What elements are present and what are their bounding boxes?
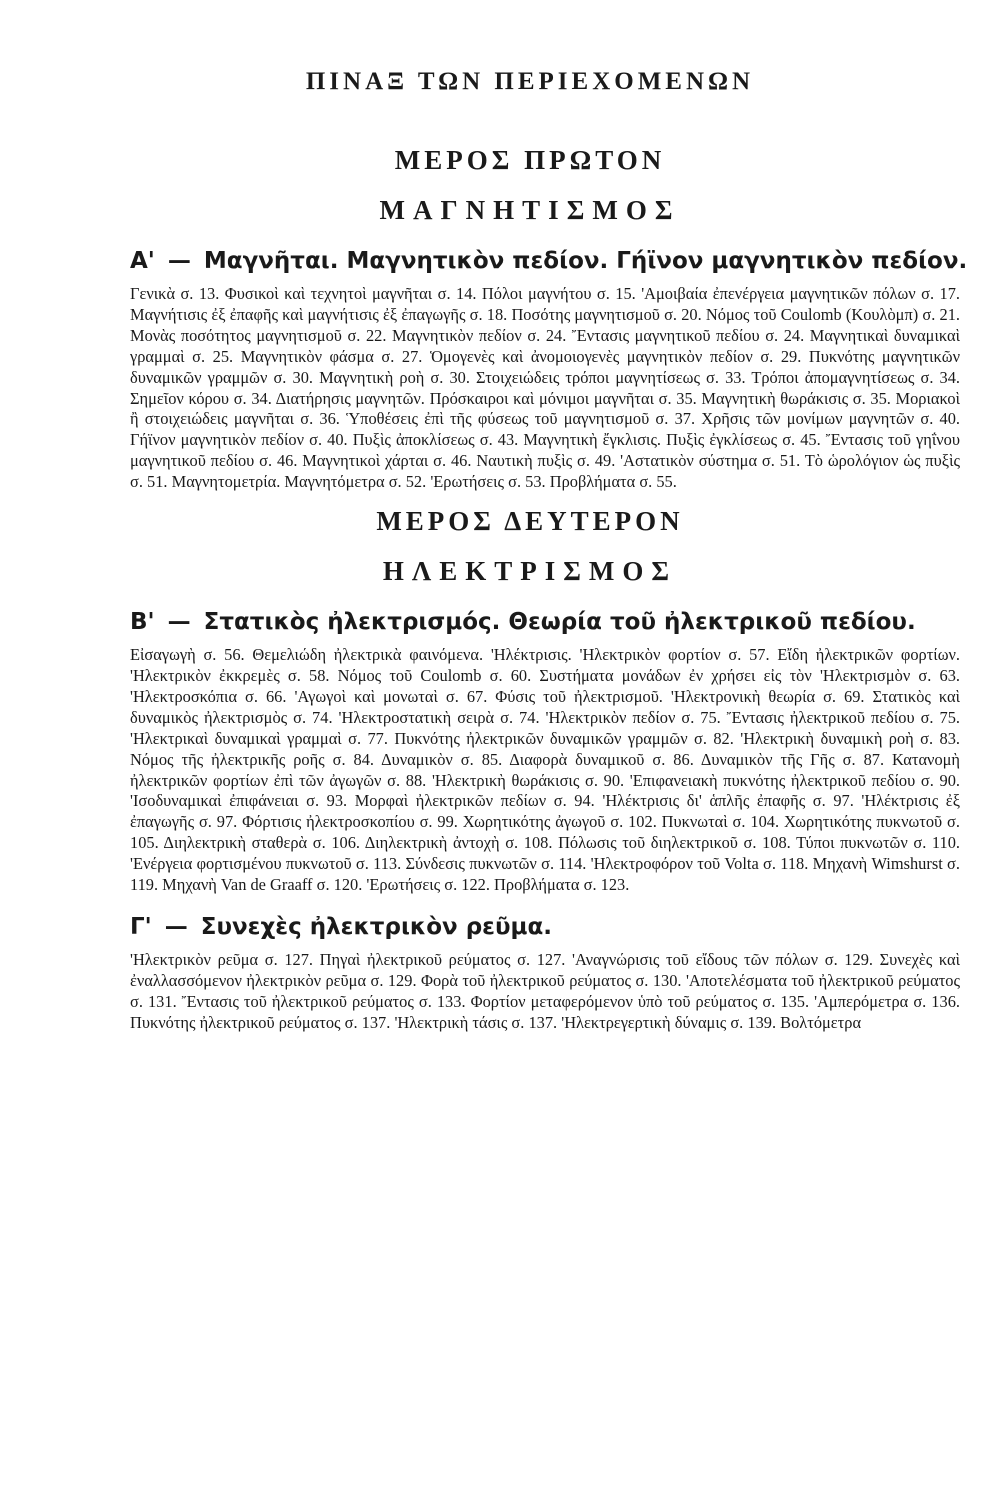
part-two-subject-title: ΗΛΕΚΤΡΙΣΜΟΣ [382,556,678,587]
chapter-a-heading [130,244,968,278]
chapter-a-separator: — [167,248,191,274]
chapter-b-number: Β' [130,609,155,636]
chapter-c-separator: — [164,913,188,940]
chapter-b-separator: — [167,609,191,636]
table-of-contents-title: ΠΙΝΑΞ ΤΩΝ ΠΕΡΙΕΧΟΜΕΝΩΝ [305,68,755,95]
chapter-b-contents: Εἰσαγωγὴ σ. 56. Θεμελιώδη ἠλεκτρικὰ φαινόμενα. 'Ηλέκτρισις. 'Ηλεκτρικὸν φορτίον σ. 57. Εἴδη ἠλεκτρικῶν φορτίων. 'Ηλεκτρικὸν ἐκκρεμὲς σ. 58. Νόμος τοῦ Coulomb σ. 60. Συστήματα μονάδων ἐν χρήσει εἰς τὸν 'Ηλεκτρισμὸν σ. 63. 'Ηλεκτροσκόπια σ. 66. 'Αγωγοὶ καὶ μονωταὶ σ. 67. Φύσις τοῦ ἠλεκτρισμοῦ. 'Ηλεκτρονικὴ θεωρία σ. 69. Στατικὸς καὶ δυναμικὸς ἠλεκτρισμὸς σ. 74. 'Ηλεκτροστατικὴ σειρὰ σ. 74. 'Ηλεκτρικὸν πεδίον σ. 75. Ἔντασις ἠλεκτρικοῦ πεδίου σ. 75. 'Ηλεκτρικαὶ δυναμικαὶ γραμμαὶ σ. 77. Πυκνότης ἠλεκτρικῶν δυναμικῶν γραμμῶν σ. 82. 'Ηλεκτρικὴ δυναμικὴ ροὴ σ. 83. Νόμος τῆς ἠλεκτρικῆς ροῆς σ. 84. Δυναμικὸν σ. 85. Διαφορὰ δυναμικοῦ σ. 86. Δυναμικὸν τῆς Γῆς σ. 87. Κατανομὴ ἠλεκτρικῶν φορτίων ἐπὶ τῶν ἀγωγῶν σ. 88. 'Ηλεκτρικὴ θωράκισις σ. 90. 'Επιφανειακὴ πυκνότης ἠλεκτρικοῦ πεδίου σ. 90. 'Ισοδυναμικαὶ ἐπιφάνειαι σ. 93. Μορφαὶ ἠλεκτρικῶν πεδίων σ. 94. 'Ηλέκτρισις δι' ἁπλῆς ἐπαφῆς σ. 97. 'Ηλέκτρισις ἐξ ἐπαγωγῆς σ. 97. Φόρτισις ἠλεκτροσκοπίου σ. 99. Χωρητικότης ἀγωγοῦ σ. 102. Πυκνωταὶ σ. 104. Χωρητικότης πυκνωτοῦ σ. 105. Διηλεκτρικὴ σταθερὰ σ. 106. Διηλεκτρικὴ ἀντοχὴ σ. 108. Πόλωσις τοῦ διηλεκτρικοῦ σ. 108. Τύποι πυκνωτῶν σ. 110. 'Ενέργεια φορτισμένου πυκνωτοῦ σ. 113. Σύνδεσις πυκνωτῶν σ. 114. 'Ηλεκτροφόρον τοῦ Volta σ. 118. Μηχανὴ Wimshurst σ. 119. Μηχανὴ Van de Graaff σ. 120. 'Ερωτήσεις σ. 122. Προβλήματα σ. 123. [130,645,960,895]
part-two-title: ΜΕΡΟΣ ΔΕΥΤΕΡΟΝ [376,506,684,537]
chapter-b-title: Στατικὸς ἠλεκτρισμός. Θεωρία τοῦ ἠλεκτρικοῦ πεδίου. [203,609,916,636]
chapter-a [130,244,968,493]
chapter-a-number: Α' [130,248,155,274]
part-one-title: ΜΕΡΟΣ ΠΡΩΤΟΝ [394,145,666,175]
chapter-a-title: Μαγνῆται. Μαγνητικὸν πεδίον. Γήϊνον μαγνητικὸν πεδίον. [203,248,968,274]
chapter-b-heading [130,605,960,639]
chapter-c-contents: 'Ηλεκτρικὸν ρεῦμα σ. 127. Πηγαὶ ἠλεκτρικοῦ ρεύματος σ. 127. 'Αναγνώρισις τοῦ εἴδους τῶν πόλων σ. 129. Συνεχὲς καὶ ἐναλλασσόμενον ἠλεκτρικὸν ρεῦμα σ. 129. Φορὰ τοῦ ἠλεκτρικοῦ ρεύματος σ. 130. 'Αποτελέσματα τοῦ ἠλεκτρικοῦ ρεύματος σ. 131. Ἔντασις τοῦ ἠλεκτρικοῦ ρεύματος σ. 133. Φορτίον μεταφερόμενον ὑπὸ τοῦ ρεύματος σ. 135. 'Αμπερόμετρα σ. 136. Πυκνότης ἠλεκτρικοῦ ρεύματος σ. 137. 'Ηλεκτρικὴ τάσις σ. 137. 'Ηλεκτρεγερτικὴ δύναμις σ. 139. Βολτόμετρα [130,949,960,1032]
chapter-c-heading [130,910,960,944]
chapter-c [130,910,960,1034]
part-one-subject-title: ΜΑΓΝΗΤΙΣΜΟΣ [379,195,681,225]
chapter-c-number: Γ' [130,913,152,940]
chapter-b [130,605,960,896]
chapter-a-contents: Γενικὰ σ. 13. Φυσικοὶ καὶ τεχνητοὶ μαγνῆται σ. 14. Πόλοι μαγνήτου σ. 15. 'Αμοιβαία ἐπενέργεια μαγνητικῶν πόλων σ. 17. Μαγνήτισις ἐξ ἐπαφῆς καὶ μαγνήτισις ἐξ ἐπαγωγῆς σ. 18. Ποσότης μαγνητισμοῦ σ. 20. Νόμος τοῦ Coulomb (Κουλὸμπ) σ. 21. Μονὰς ποσότητος μαγνητισμοῦ σ. 22. Μαγνητικὸν πεδίον σ. 24. Ἔντασις μαγνητικοῦ πεδίου σ. 24. Μαγνητικαὶ δυναμικαὶ γραμμαὶ σ. 25. Μαγνητικὸν φάσμα σ. 27. Ὁμογενὲς καὶ ἀνομοιογενὲς μαγνητικὸν πεδίον σ. 29. Πυκνότης μαγνητικῶν δυναμικῶν γραμμῶν σ. 30. Μαγνητικὴ ροὴ σ. 30. Στοιχειώδεις τρόποι μαγνητίσεως σ. 33. Τρόποι ἀπομαγνητίσεως σ. 34. Σημεῖον κόρου σ. 34. Διατήρησις μαγνητῶν. Πρόσκαιροι καὶ μόνιμοι μαγνῆται σ. 35. Μαγνητικὴ θωράκισις σ. 35. Μοριακοὶ ἢ στοιχειώδεις μαγνῆται σ. 36. Ὑποθέσεις ἐπὶ τῆς φύσεως τοῦ μαγνητισμοῦ σ. 37. Χρῆσις τῶν μονίμων μαγνητῶν σ. 40. Γήϊνον μαγνητικὸν πεδίον σ. 40. Πυξὶς ἀποκλίσεως σ. 43. Μαγνητικὴ ἔγκλισις. Πυξὶς ἐγκλίσεως σ. 45. Ἔντασις τοῦ γηΐνου μαγνητικοῦ πεδίου σ. 46. Μαγνητικοὶ χάρται σ. 46. Ναυτικὴ πυξὶς σ. 49. 'Αστατικὸν σύστημα σ. 51. Τὸ ὡρολόγιον ὡς πυξὶς σ. 51. Μαγνητομετρία. Μαγνητόμετρα σ. 52. 'Ερωτήσεις σ. 53. Προβλήματα σ. 55. [130,284,960,492]
chapter-c-title: Συνεχὲς ἠλεκτρικὸν ρεῦμα. [200,913,552,940]
